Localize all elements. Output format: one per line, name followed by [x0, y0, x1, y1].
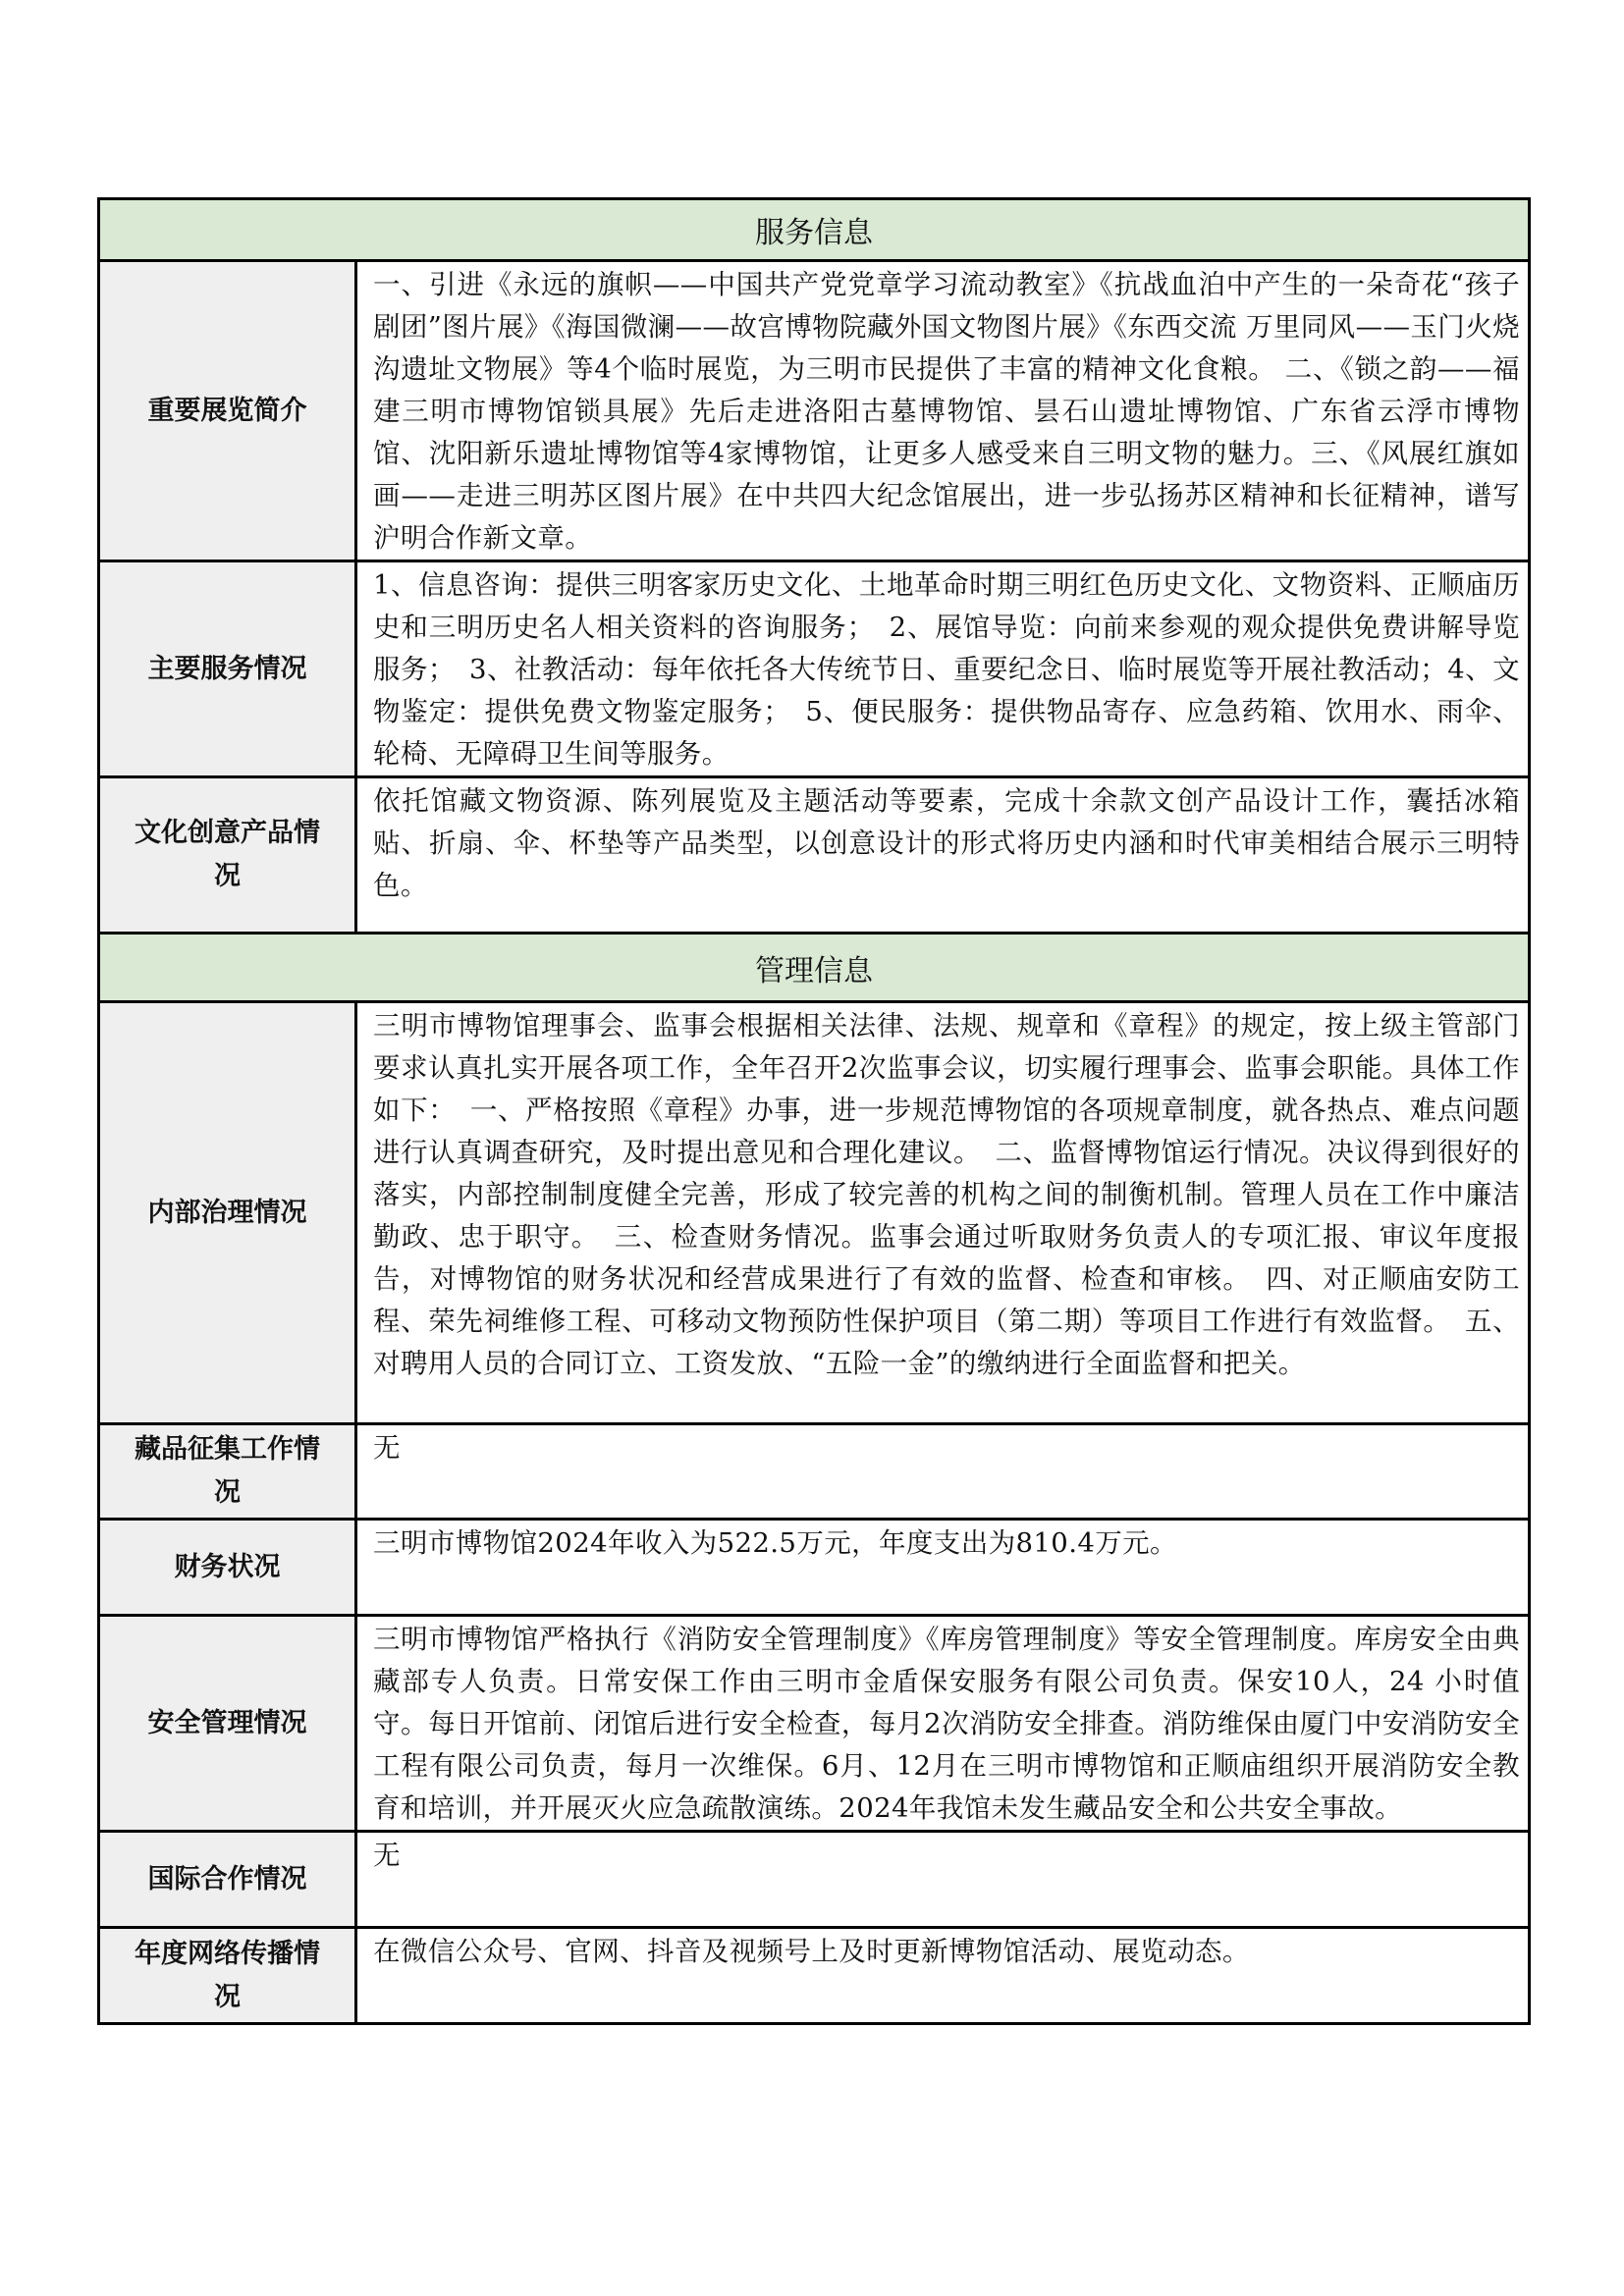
table-row-online [99, 1928, 1530, 2024]
table-row-safety [99, 1616, 1530, 1832]
row-text-international: 无 [373, 1840, 401, 1871]
table-row-international [99, 1832, 1530, 1928]
section-header-service [99, 199, 1530, 261]
table-row-cultural-products [99, 777, 1530, 934]
row-content-cultural-products [356, 777, 1530, 934]
row-content-safety [356, 1616, 1530, 1832]
row-content-international [356, 1832, 1530, 1928]
table-row-finance [99, 1520, 1530, 1616]
row-text-governance: 三明市博物馆理事会、监事会根据相关法律、法规、规章和《章程》的规定，按上级主管部门要求认真扎实开展各项工作，全年召开2次监事会议，切实履行理事会、监事会职能。具体工作如下： 一、严格按照《章程》办事，进一步规范博物馆的各项规章制度，就各热点、难点问题进行认真调查研究，及时提出意见和合理化建议。 二、监督博物馆运行情况。决议得到很好的落实，内部控制制度健全完善，形成了较完善的机构之间的制衡机制。管理人员在工作中廉洁勤政、忠于职守。 三、检查财务情况。监事会通过听取财务负责人的专项汇报、审议年度报告，对博物馆的财务状况和经营成果进行了有效的监督、检查和审核。 四、对正顺庙安防工程、荣先祠维修工程、可移动文物预防性保护项目（第二期）等项目工作进行有效监督。 五、对聘用人员的合同订立、工资发放、“五险一金”的缴纳进行全面监督和把关。 [373, 1010, 1520, 1379]
row-label-finance: 财务状况 [99, 1520, 356, 1616]
row-label-governance: 内部治理情况 [99, 1002, 356, 1424]
section-title-management: 管理信息 [99, 934, 1530, 1002]
table-row-governance [99, 1002, 1530, 1424]
row-label-international: 国际合作情况 [99, 1832, 356, 1928]
row-content-finance [356, 1520, 1530, 1616]
row-label-services: 主要服务情况 [99, 561, 356, 777]
section-title-service: 服务信息 [99, 199, 1530, 261]
row-label-collection: 藏品征集工作情况 [99, 1424, 356, 1520]
row-content-collection [356, 1424, 1530, 1520]
row-text-online: 在微信公众号、官网、抖音及视频号上及时更新博物馆活动、展览动态。 [373, 1936, 1250, 1967]
row-text-services: 1、信息咨询：提供三明客家历史文化、土地革命时期三明红色历史文化、文物资料、正顺庙历史和三明历史名人相关资料的咨询服务； 2、展馆导览：向前来参观的观众提供免费讲解导览服务； 3、社教活动：每年依托各大传统节日、重要纪念日、临时展览等开展社教活动；4、文物鉴定：提供免费文物鉴定服务； 5、便民服务：提供物品寄存、应急药箱、饮用水、雨伞、轮椅、无障碍卫生间等服务。 [373, 569, 1520, 770]
row-text-exhibitions: 一、引进《永远的旗帜——中国共产党党章学习流动教室》《抗战血泊中产生的一朵奇花“孩子剧团”图片展》《海国微澜——故宫博物院藏外国文物图片展》《东西交流 万里同风——玉门火烧沟遗址文物展》等4个临时展览，为三明市民提供了丰富的精神文化食粮。 二、《锁之韵——福建三明市博物馆锁具展》先后走进洛阳古墓博物馆、昙石山遗址博物馆、广东省云浮市博物馆、沈阳新乐遗址博物馆等4家博物馆，让更多人感受来自三明文物的魅力。三、《风展红旗如画——走进三明苏区图片展》在中共四大纪念馆展出，进一步弘扬苏区精神和长征精神，谱写沪明合作新文章。 [373, 269, 1520, 554]
row-content-exhibitions [356, 261, 1530, 561]
table-row-collection [99, 1424, 1530, 1520]
row-label-cultural-products: 文化创意产品情况 [99, 777, 356, 934]
museum-info-table [97, 197, 1531, 2025]
row-content-services [356, 561, 1530, 777]
row-text-cultural-products: 依托馆藏文物资源、陈列展览及主题活动等要素，完成十余款文创产品设计工作，囊括冰箱贴、折扇、伞、杯垫等产品类型，以创意设计的形式将历史内涵和时代审美相结合展示三明特色。 [373, 785, 1520, 901]
row-content-governance [356, 1002, 1530, 1424]
table-row-exhibitions [99, 261, 1530, 561]
row-text-safety: 三明市博物馆严格执行《消防安全管理制度》《库房管理制度》等安全管理制度。库房安全由典藏部专人负责。日常安保工作由三明市金盾保安服务有限公司负责。保安10人，24 小时值守。每日开馆前、闭馆后进行安全检查，每月2次消防安全排查。消防维保由厦门中安消防安全工程有限公司负责，每月一次维保。6月、12月在三明市博物馆和正顺庙组织开展消防安全教育和培训，并开展灭火应急疏散演练。2024年我馆未发生藏品安全和公共安全事故。 [373, 1624, 1520, 1824]
row-text-collection: 无 [373, 1432, 401, 1464]
row-content-online [356, 1928, 1530, 2024]
row-label-online: 年度网络传播情况 [99, 1928, 356, 2024]
section-header-management [99, 934, 1530, 1002]
row-label-exhibitions: 重要展览简介 [99, 261, 356, 561]
table-row-services [99, 561, 1530, 777]
row-label-safety: 安全管理情况 [99, 1616, 356, 1832]
row-text-finance: 三明市博物馆2024年收入为522.5万元，年度支出为810.4万元。 [373, 1527, 1177, 1559]
